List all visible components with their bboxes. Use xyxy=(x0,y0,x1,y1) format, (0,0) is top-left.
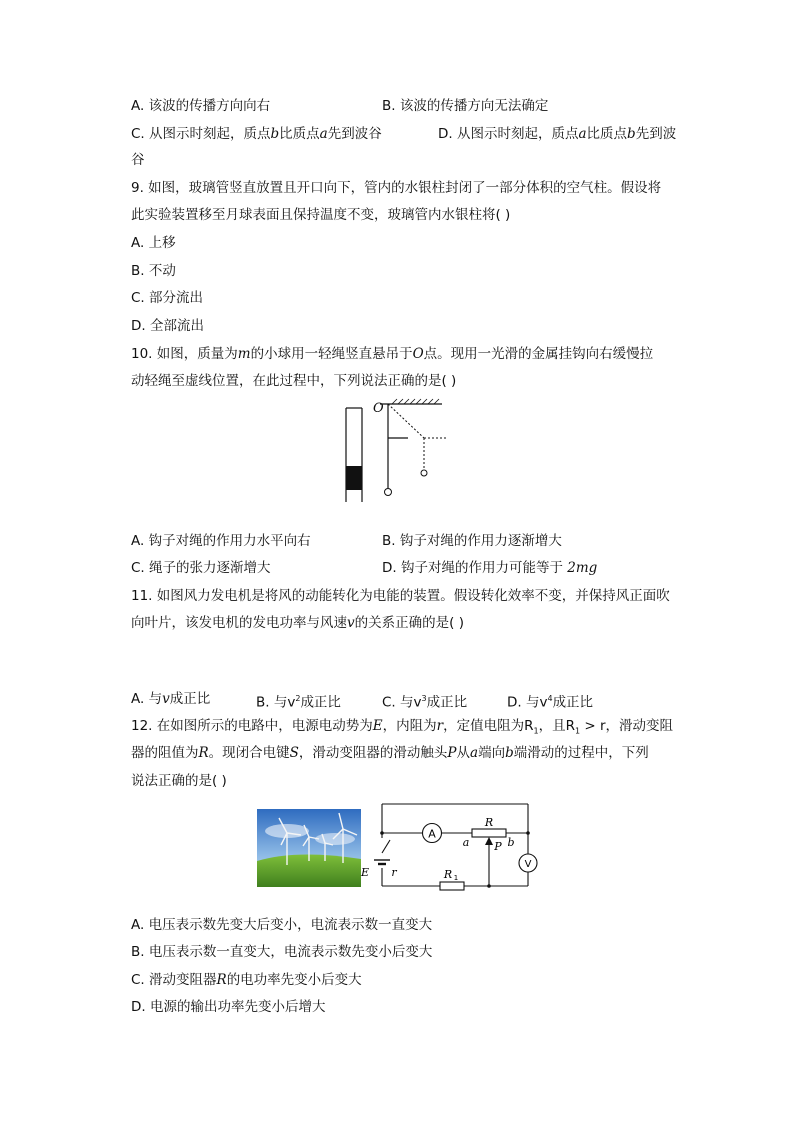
q10-option-d: D. 钩子对绳的作用力可能等于 2mg xyxy=(382,560,598,576)
figure-label-o: O xyxy=(373,401,384,416)
q10-stem-line1: 10. 如图，质量为m的小球用一轻绳竖直悬吊于O点。现用一光滑的金属挂钩向右缓慢拉 xyxy=(131,346,654,362)
q9-option-b: B. 不动 xyxy=(131,263,176,279)
terminal-b-label: b xyxy=(507,836,515,849)
q12-option-d: D. 电源的输出功率先变小后增大 xyxy=(131,999,326,1015)
resistor-r1-label: R xyxy=(443,868,453,881)
q12-option-c: C. 滑动变阻器R的电功率先变小后变大 xyxy=(131,972,362,988)
pendulum-hook-figure xyxy=(372,398,462,508)
q12-stem-line1: 12. 在如图所示的电路中，电源电动势为E，内阻为r，定值电阻为$R_1$，且$R_1 > r$，滑动变阻 xyxy=(131,718,674,736)
q8-option-b: B. 该波的传播方向无法确定 xyxy=(382,98,549,114)
q12-option-b: B. 电压表示数一直变大，电流表示数先变小后变大 xyxy=(131,944,433,960)
ammeter-label: A xyxy=(428,827,436,841)
q11-option-d: D. 与$v^4$成正比 xyxy=(507,694,594,711)
q9-option-d: D. 全部流出 xyxy=(131,318,204,334)
q11-stem-line1: 11. 如图风力发电机是将风的动能转化为电能的装置。假设转化效率不变，并保持风正面吹 xyxy=(131,588,670,604)
internal-r-label: r xyxy=(391,866,397,879)
terminal-a-label: a xyxy=(462,836,470,849)
q11-option-a: A. 与v成正比 xyxy=(131,691,211,707)
q9-stem-line2: 此实验装置移至月球表面且保持温度不变，玻璃管内水银柱将( ) xyxy=(131,207,511,223)
resistor-r1-subscript: 1 xyxy=(453,874,459,882)
q9-option-a: A. 上移 xyxy=(131,235,176,251)
q10-option-b: B. 钩子对绳的作用力逐渐增大 xyxy=(382,533,562,549)
emf-e-label: E xyxy=(360,866,370,879)
q12-stem-line3: 说法正确的是( ) xyxy=(131,773,227,789)
q10-option-a: A. 钩子对绳的作用力水平向右 xyxy=(131,533,311,549)
wind-turbine-photo xyxy=(257,809,361,887)
q10-stem-line2: 动轻绳至虚线位置，在此过程中，下列说法正确的是( ) xyxy=(131,373,457,389)
q9-stem-line1: 9. 如图，玻璃管竖直放置且开口向下，管内的水银柱封闭了一部分体积的空气柱。假设将 xyxy=(131,180,662,196)
q8-option-d: D. 从图示时刻起，质点a比质点b先到波 xyxy=(438,126,677,142)
q11-option-b: B. 与$v^2$成正比 xyxy=(256,694,341,711)
resistor-r-label: R xyxy=(484,816,494,829)
q8-option-a: A. 该波的传播方向向右 xyxy=(131,98,271,114)
q11-option-c: C. 与$v^3$成正比 xyxy=(382,694,468,711)
q12-stem-line2: 器的阻值为R。现闭合电键S，滑动变阻器的滑动触头P从a端向b端滑动的过程中，下列 xyxy=(131,745,649,761)
q11-stem-line2: 向叶片，该发电机的发电功率与风速v的关系正确的是( ) xyxy=(131,615,464,631)
slider-p-label: P xyxy=(494,840,502,853)
q10-option-c: C. 绳子的张力逐渐增大 xyxy=(131,560,271,576)
circuit-diagram xyxy=(360,798,550,894)
q12-option-a: A. 电压表示数先变大后变小，电流表示数一直变大 xyxy=(131,917,433,933)
q8-option-c: C. 从图示时刻起，质点b比质点a先到波谷 xyxy=(131,126,382,142)
q8-option-d-continued: 谷 xyxy=(131,152,145,168)
q9-option-c: C. 部分流出 xyxy=(131,290,204,306)
voltmeter-label: V xyxy=(524,859,532,870)
